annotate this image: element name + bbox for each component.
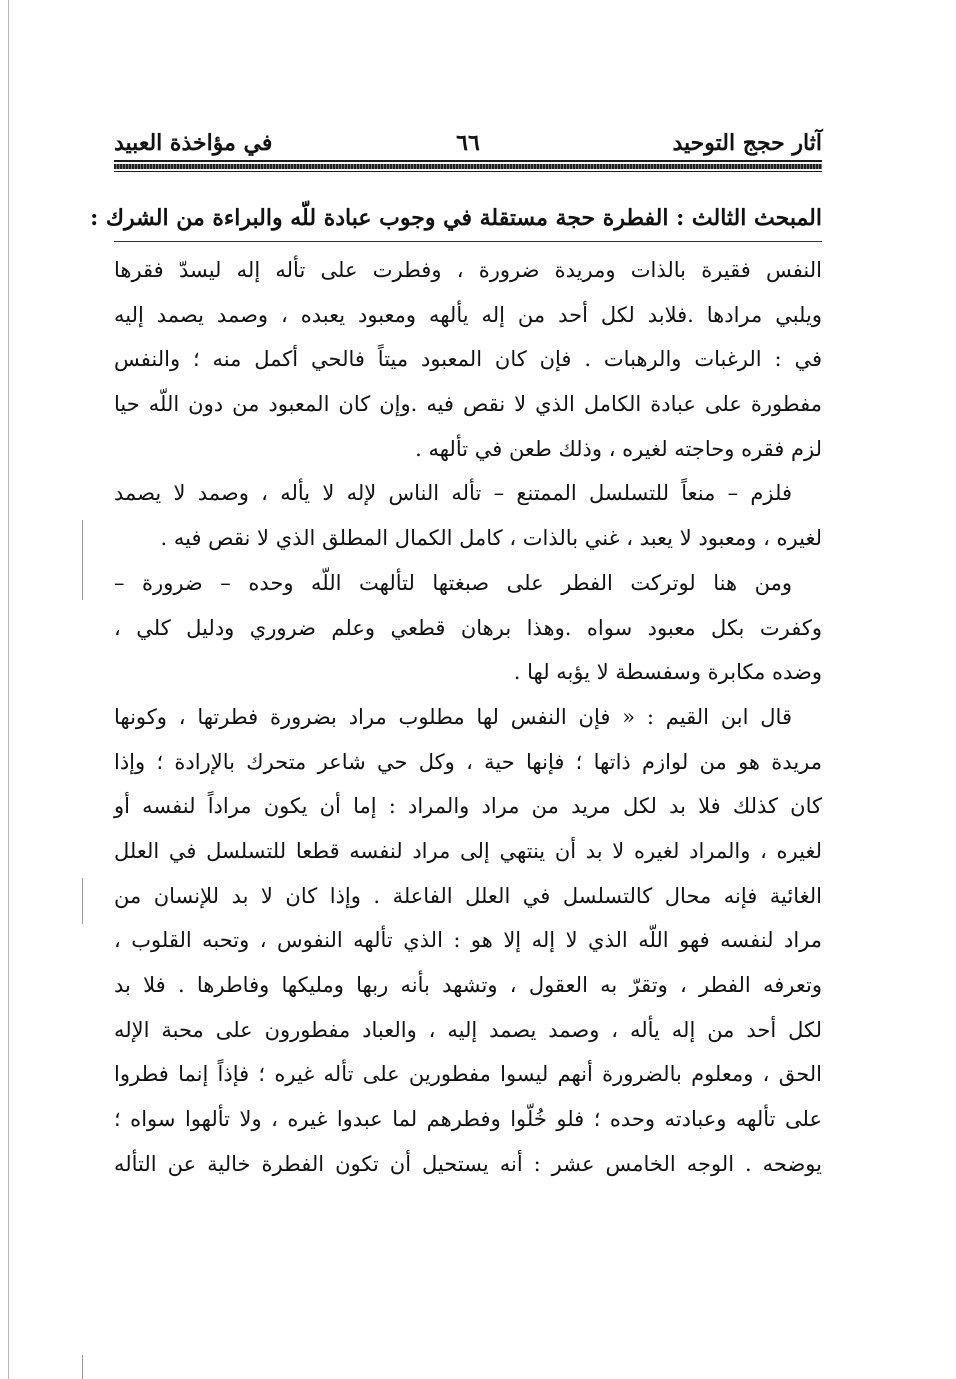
text-line: لغيره ، ومعبود لا يعبد ، غني بالذات ، كامل الكمال المطلق الذي لا نقص فيه .: [160, 526, 822, 551]
running-header: [114, 128, 822, 158]
text-line: النفس فقيرة بالذات ومريدة ضرورة ، وفطرت على تأله إله ليسدّ فقرها: [114, 258, 822, 282]
header-rule-bottom: [114, 171, 822, 172]
page-number: ٦٦: [456, 130, 480, 156]
text-line: الغائية فإنه محال كالتسلسل في العلل الفاعلة . وإذا كان لا بد للإنسان من: [114, 883, 822, 908]
header-rule-top: [114, 160, 822, 162]
heading-underline: [114, 241, 822, 242]
text-line: فلزم – منعاً للتسلسل الممتنع – تأله الناس لإله لا يأله ، وصمد لا يصمد: [114, 481, 792, 506]
text-line: في : الرغبات والرهبات . فإن كان المعبود ميتاً فالحي أكمل منه ؛ والنفس: [114, 347, 822, 372]
section-heading: المبحث الثالث : الفطرة حجة مستقلة في وجوب عبادة للّه والبراءة من الشرك :: [90, 205, 822, 231]
text-line: الحق ، ومعلوم بالضرورة أنهم ليسوا مفطورين على تأله غيره ؛ فإذاً إنما فطروا: [114, 1062, 822, 1087]
text-line: مريدة هو من لوازم ذاتها ؛ فإنها حية ، وكل حي شاعر متحرك بالإرادة ؛ وإذا: [114, 749, 822, 774]
text-line: ويلبي مرادها .فلابد لكل أحد من إله يألهه ومعبود يعبده ، وصمد يصمد إليه: [114, 302, 822, 327]
text-line: قال ابن القيم : « فإن النفس لها مطلوب مراد بضرورة فطرتها ، وكونها: [114, 704, 792, 729]
text-line: على تألهه وعبادته وحده ؛ فلو خُلّوا وفطرهم لما عبدوا غيره ، ولا تألهوا سواه ؛: [114, 1107, 822, 1132]
text-line: مراد لنفسه فهو اللّه الذي لا إله إلا هو : الذي تألهه النفوس ، وتحبه القلوب ،: [114, 928, 822, 953]
text-line: ومن هنا لوتركت الفطر على صبغتها لتألهت اللّه وحده – ضرورة –: [114, 570, 792, 595]
text-line: لكل أحد من إله يأله ، وصمد يصمد إليه ، والعباد مفطورون على محبة الإله: [114, 1017, 822, 1042]
scan-page-edge: [8, 0, 9, 1379]
text-line: وضده مكابرة وسفسطة لا يؤبه لها .: [513, 660, 822, 685]
book-title-right: آثار حجج التوحيد: [672, 130, 822, 156]
header-rule-ornament: [114, 164, 822, 169]
scan-margin-mark: [82, 520, 83, 600]
text-line: يوضحه . الوجه الخامس عشر : أنه يستحيل أن تكون الفطرة خالية عن التأله: [114, 1151, 822, 1176]
book-title-left: في مؤاخذة العبيد: [114, 130, 273, 156]
text-line: لغيره ، والمراد لغيره لا بد أن ينتهي إلى مراد لنفسه قطعا للتسلسل في العلل: [114, 838, 822, 863]
scan-margin-mark: [82, 1355, 83, 1379]
text-line: لزم فقره وحاجته لغيره ، وذلك طعن في تألهه .: [415, 436, 822, 461]
body-text: [114, 248, 822, 1186]
text-line: كان كذلك فلا بد لكل مريد من مراد والمراد : إما أن يكون مراداً لنفسه أو: [114, 794, 822, 819]
scan-margin-mark: [82, 878, 83, 924]
text-line: مفطورة على عبادة الكامل الذي لا نقص فيه .وإن كان المعبود من دون اللّه حيا: [114, 392, 822, 417]
text-line: وكفرت بكل معبود سواه .وهذا برهان قطعي وعلم ضروري ودليل كلي ،: [114, 615, 822, 640]
text-line: وتعرفه الفطر ، وتقرّ به العقول ، وتشهد بأنه ربها ومليكها وفاطرها . فلا بد: [114, 973, 822, 997]
